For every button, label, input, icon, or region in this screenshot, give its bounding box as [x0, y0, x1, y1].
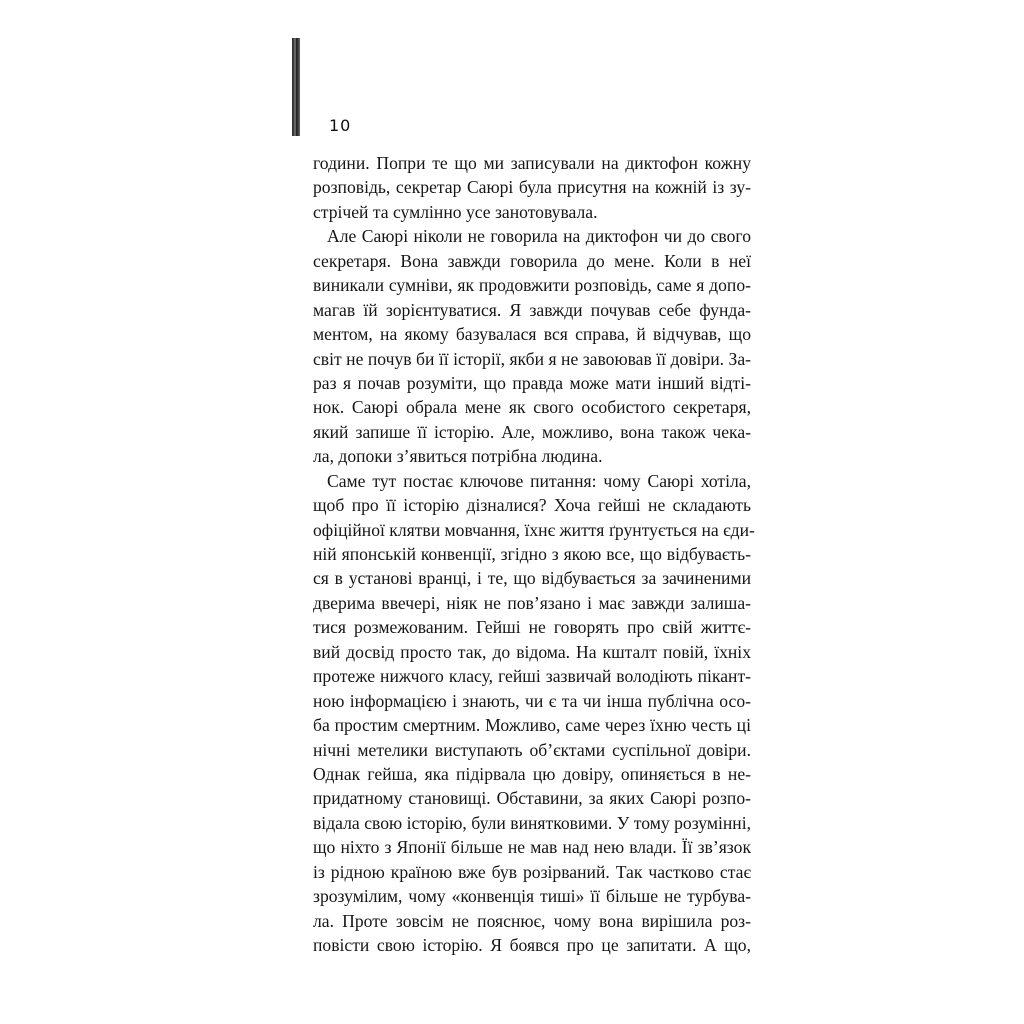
text-line: світ не почув би її історії, якби я не завоював її довіри. За- — [313, 348, 751, 369]
text-line: щоб про її історію дізналися? Хоча гейші не складають — [313, 495, 751, 516]
text-line: стрічей та сумлінно усе занотовувала. — [313, 201, 598, 222]
page-edge-bar — [292, 38, 300, 136]
text-line: із рідною країною вже був розірваний. Так частково стає — [313, 861, 751, 882]
text-line: ба простим смертним. Можливо, саме через їхню честь ці — [313, 715, 751, 736]
text-line: раз я почав розуміти, що правда може мати інший відті- — [313, 372, 751, 393]
text-line: який запише її історію. Але, можливо, вона також чека- — [313, 421, 751, 442]
text-line: дверима ввечері, ніяк не пов’язано і має завжди залиша- — [313, 592, 751, 613]
text-line: розповідь, секретар Саюрі була присутня на кожній із зу- — [313, 177, 751, 198]
text-line: Але Саюрі ніколи не говорила на диктофон чи до свого — [327, 226, 751, 247]
text-line: виникали сумніви, як продовжити розповідь, саме я допо- — [313, 275, 751, 296]
body-text — [313, 151, 755, 957]
text-line: магав їй зорієнтуватися. Я завжди почував себе фунда- — [313, 299, 751, 320]
text-line: протеже нижчого класу, гейші зазвичай володіють пікант- — [313, 666, 751, 687]
text-line: офіційної клятви мовчання, їхнє життя ґрунтується на єди- — [313, 519, 755, 540]
text-line: ній японській конвенції, згідно з якою все, що відбуваєть- — [313, 544, 751, 564]
text-line: вий досвід просто так, до відома. На кшталт повій, їхніх — [313, 641, 751, 662]
text-line: що ніхто з Японії більше не мав над нею влади. Її зв’язок — [313, 837, 751, 858]
text-line: відала свою історію, були винятковими. У тому розумінні, — [313, 812, 751, 833]
text-line: ною інформацією і знають, чи є та чи інша публічна осо- — [313, 690, 751, 711]
text-line: ся в установі вранці, і те, що відбувається за зачиненими — [313, 568, 751, 589]
text-line: зрозумілим, чому «конвенція тиші» її більше не турбува- — [313, 886, 751, 907]
text-line: ла. Проте зовсім не пояснює, чому вона вирішила роз- — [313, 910, 751, 931]
text-line: години. Попри те що ми записували на диктофон кожну — [313, 153, 751, 173]
text-line: нічні метелики виступають об’єктами суспільної довіри. — [313, 739, 751, 760]
text-line: нок. Саюрі обрала мене як свого особистого секретаря, — [313, 397, 751, 418]
text-line: тися розмежованим. Гейші не говорять про свій життє- — [313, 617, 751, 638]
text-line: секретаря. Вона завжди говорила до мене. Коли в неї — [313, 250, 751, 271]
page-number: 10 — [329, 116, 352, 135]
text-line: придатному становищі. Обставини, за яких Саюрі розпо- — [313, 788, 751, 809]
text-line: Однак гейша, яка підірвала цю довіру, опиняється в не- — [313, 763, 751, 784]
text-line: ла, допоки з’явиться потрібна людина. — [313, 446, 603, 467]
text-line: ментом, на якому базувалася вся справа, й відчував, що — [313, 324, 751, 345]
text-line: Саме тут постає ключове питання: чому Саюрі хотіла, — [327, 470, 751, 491]
text-line: повісти свою історію. Я боявся про це запитати. А що, — [313, 935, 751, 955]
